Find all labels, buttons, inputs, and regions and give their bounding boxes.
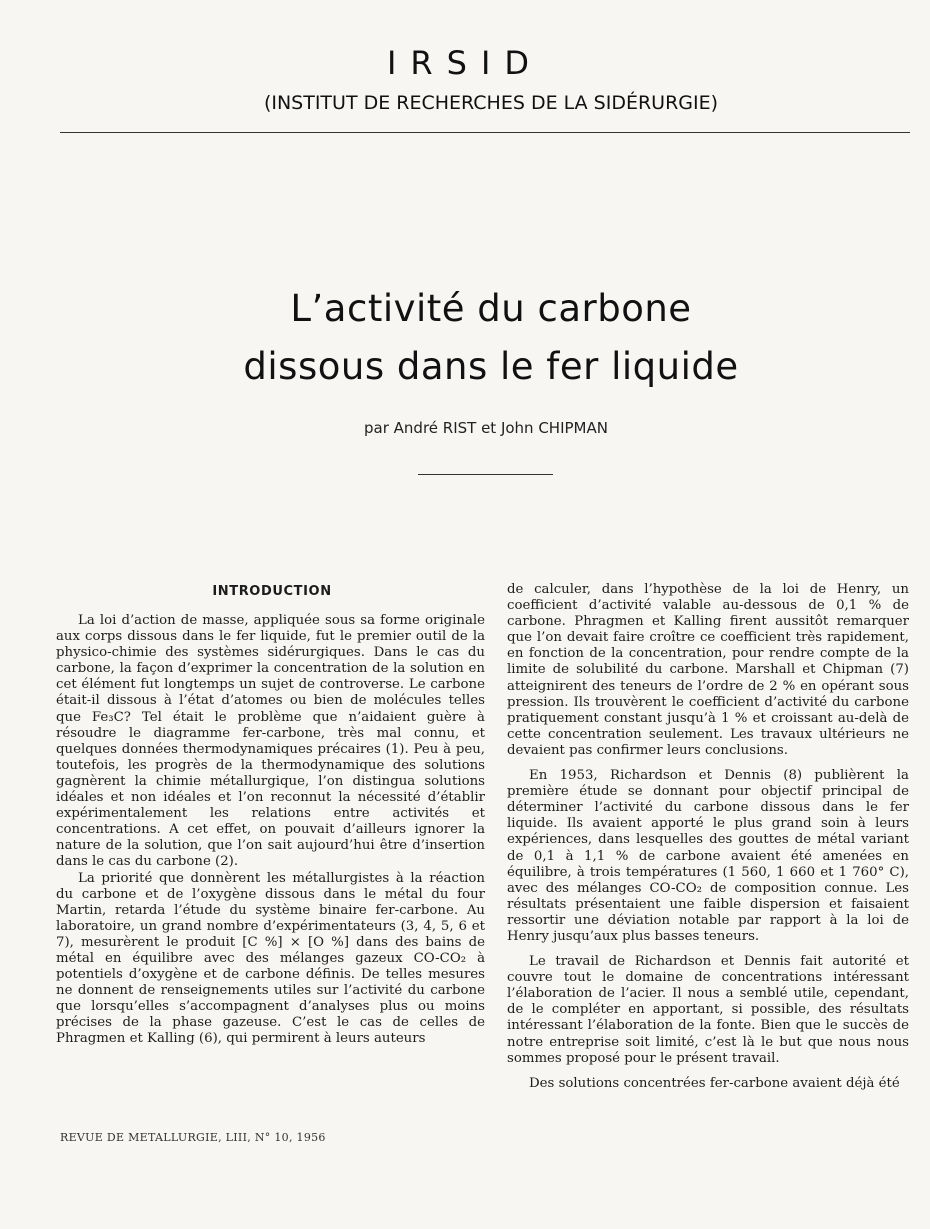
right-column: [507, 582, 909, 1092]
paragraph: Le travail de Richardson et Dennis fait autorité et couvre tout le domaine de concentrations intéressant l’élaboration de l’acier. Il nous a semblé utile, cependant, de le compléter en apportant, si possible, des résultats intéressant l’élaboration de la fonte. Bien que le succès de notre entreprise soit limité, c’est là le but que nous nous sommes proposé pour le présent travail.: [507, 954, 909, 1066]
byline: par André RIST et John CHIPMAN: [364, 419, 608, 437]
paragraph: En 1953, Richardson et Dennis (8) publièrent la première étude se donnant pour objectif principal de déterminer l’activité du carbone dissous dans le fer liquide. Ils avaient apporté le plus grand soin à leurs expériences, dans lesquelles des gouttes de métal variant de 0,1 à 1,1 % de carbone avaient été amenées en équilibre, à trois températures (1 560, 1 660 et 1 760° C), avec des mélanges CO-CO₂ de composition connue. Les résultats présentaient une faible dispersion et faisaient ressortir une déviation notable par rapport à la loi de Henry jusqu’aux plus basses teneurs.: [507, 768, 909, 944]
section-heading: INTRODUCTION: [212, 584, 332, 599]
journal-title: IRSID: [386, 44, 544, 82]
footer-citation: REVUE DE METALLURGIE, LIII, N° 10, 1956: [60, 1131, 326, 1144]
left-column: [56, 613, 485, 1048]
paragraph: Des solutions concentrées fer-carbone avaient déjà été: [529, 1075, 900, 1091]
paragraph: La priorité que donnèrent les métallurgistes à la réaction du carbone et de l’oxygène dissous dans le métal du four Martin, retarda l’étude du système binaire fer-carbone. Au laboratoire, un grand nombre d’expérimentateurs (3, 4, 5, 6 et 7), mesurèrent le produit [C %] × [O %] dans des bains de métal en équilibre avec des mélanges gazeux CO-CO₂ à potentiels d’oxygène et de carbone définis. De telles mesures ne donnent de renseignements utiles sur l’activité du carbone que lorsqu’elles s’accompagnent d’analyses plus ou moins précises de la phase gazeuse. C’est le cas de celles de Phragmen et Kalling (6), qui permirent à leurs auteurs: [56, 870, 485, 1047]
article-title-line-2: dissous dans le fer liquide: [243, 345, 739, 388]
header-divider: [60, 132, 910, 133]
journal-subtitle: (INSTITUT DE RECHERCHES DE LA SIDÉRURGIE): [263, 92, 719, 114]
article-title-line-1: L’activité du carbone: [290, 287, 692, 330]
title-divider: [418, 474, 553, 475]
article-title: [0, 280, 930, 396]
paragraph: La loi d’action de masse, appliquée sous sa forme originale aux corps dissous dans le fer liquide, fut le premier outil de la physico-chimie des systèmes sidérurgiques. Dans le cas du carbone, la façon d’exprimer la concentration de la solution en cet élément fut longtemps un sujet de controverse. Le carbone était-il dissous à l’état d’atomes ou bien de molécules telles que Fe₃C? Tel était le problème que n’aidaient guère à résoudre le diagramme fer-carbone, très mal connu, et quelques données thermodynamiques précaires (1). Peu à peu, toutefois, les progrès de la thermodynamique des solutions gagnèrent la chimie métallurgique, l’on distingua solutions idéales et non idéales et l’on reconnut la nécessité d’établir expérimentalement les relations entre activités et concentrations. A cet effet, on pouvait d’ailleurs ignorer la nature de la solution, que l’on sait aujourd’hui être d’insertion dans le cas du carbone (2).: [56, 613, 485, 870]
paragraph-continued: de calculer, dans l’hypothèse de la loi de Henry, un coefficient d’activité valable au-dessous de 0,1 % de carbone. Phragmen et Kalling firent aussitôt remarquer que l’on devait faire croître ce coefficient très rapidement, en fonction de la concentration, pour rendre compte de la limite de solubilité du carbone. Marshall et Chipman (7) atteignirent des teneurs de l’ordre de 2 % en opérant sous pression. Ils trouvèrent le coefficient d’activité du carbone pratiquement constant jusqu’à 1 % et croissant au-delà de cette concentration seulement. Les travaux ultérieurs ne devaient pas confirmer leurs conclusions.: [507, 582, 909, 758]
